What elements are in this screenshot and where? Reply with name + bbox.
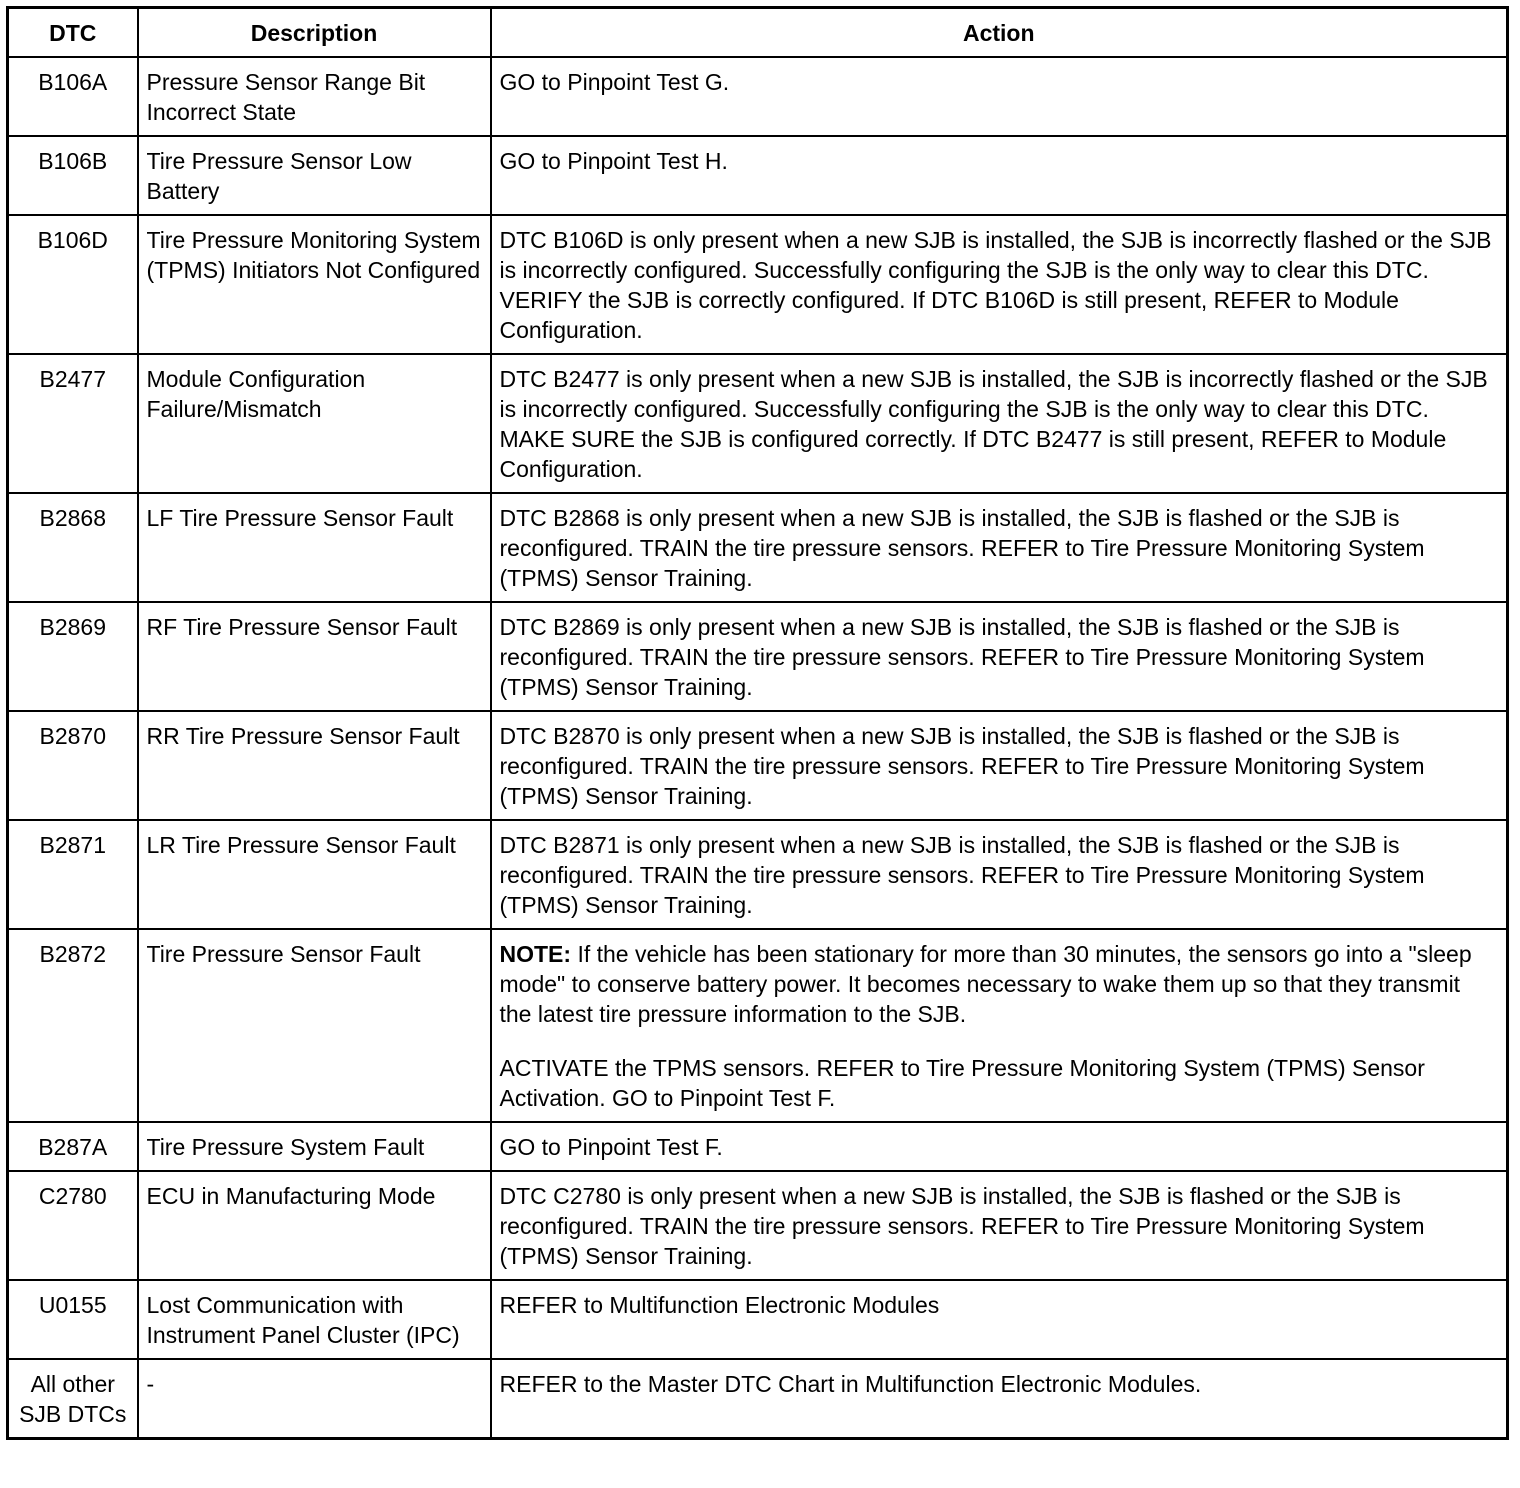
table-row <box>8 57 1508 136</box>
dtc-code: B2869 <box>8 602 138 711</box>
dtc-code: B106B <box>8 136 138 215</box>
dtc-description: Module Configuration Failure/Mismatch <box>138 354 491 493</box>
table-row <box>8 929 1508 1122</box>
dtc-action: DTC B2871 is only present when a new SJB is installed, the SJB is flashed or the SJB is reconfigured. TRAIN the tire pressure sensors. REFER to Tire Pressure Monitoring System (TPMS) Sensor Training. <box>491 820 1508 929</box>
dtc-description: LR Tire Pressure Sensor Fault <box>138 820 491 929</box>
dtc-action: REFER to Multifunction Electronic Modules <box>491 1280 1508 1359</box>
dtc-action: DTC B2868 is only present when a new SJB is installed, the SJB is flashed or the SJB is reconfigured. TRAIN the tire pressure sensors. REFER to Tire Pressure Monitoring System (TPMS) Sensor Training. <box>491 493 1508 602</box>
dtc-description: RF Tire Pressure Sensor Fault <box>138 602 491 711</box>
table-row <box>8 602 1508 711</box>
dtc-code: B2868 <box>8 493 138 602</box>
dtc-code: B2870 <box>8 711 138 820</box>
dtc-action: DTC B2870 is only present when a new SJB is installed, the SJB is flashed or the SJB is reconfigured. TRAIN the tire pressure sensors. REFER to Tire Pressure Monitoring System (TPMS) Sensor Training. <box>491 711 1508 820</box>
table-row <box>8 1359 1508 1439</box>
dtc-action: GO to Pinpoint Test G. <box>491 57 1508 136</box>
dtc-description: Lost Communication with Instrument Panel Cluster (IPC) <box>138 1280 491 1359</box>
header-row <box>8 8 1508 58</box>
dtc-code: B2477 <box>8 354 138 493</box>
table-row <box>8 136 1508 215</box>
note-label: NOTE: <box>499 941 572 967</box>
table-row <box>8 1280 1508 1359</box>
dtc-action: DTC C2780 is only present when a new SJB is installed, the SJB is flashed or the SJB is reconfigured. TRAIN the tire pressure sensors. REFER to Tire Pressure Monitoring System (TPMS) Sensor Training. <box>491 1171 1508 1280</box>
dtc-description: RR Tire Pressure Sensor Fault <box>138 711 491 820</box>
dtc-code: All other SJB DTCs <box>8 1359 138 1439</box>
note-paragraph <box>500 939 1499 1029</box>
table-row <box>8 354 1508 493</box>
dtc-code: C2780 <box>8 1171 138 1280</box>
dtc-action: DTC B106D is only present when a new SJB is installed, the SJB is incorrectly flashed or the SJB is incorrectly configured. Successfully configuring the SJB is the only way to clear this DTC. VERIFY the SJB is correctly configured. If DTC B106D is still present, REFER to Module Configuration. <box>491 215 1508 354</box>
table-row <box>8 493 1508 602</box>
header-description: Description <box>138 8 491 58</box>
table-row <box>8 711 1508 820</box>
table-row <box>8 820 1508 929</box>
table-row <box>8 1122 1508 1171</box>
dtc-description: - <box>138 1359 491 1439</box>
dtc-code: B106D <box>8 215 138 354</box>
dtc-action: ACTIVATE the TPMS sensors. REFER to Tire Pressure Monitoring System (TPMS) Sensor Activation. GO to Pinpoint Test F. <box>499 1055 1425 1111</box>
dtc-description: Tire Pressure Sensor Fault <box>138 929 491 1122</box>
dtc-description: Tire Pressure Monitoring System (TPMS) Initiators Not Configured <box>138 215 491 354</box>
dtc-table <box>6 6 1509 1440</box>
dtc-action: GO to Pinpoint Test F. <box>491 1122 1508 1171</box>
dtc-action: GO to Pinpoint Test H. <box>491 136 1508 215</box>
dtc-action: DTC B2869 is only present when a new SJB is installed, the SJB is flashed or the SJB is reconfigured. TRAIN the tire pressure sensors. REFER to Tire Pressure Monitoring System (TPMS) Sensor Training. <box>491 602 1508 711</box>
table-row <box>8 215 1508 354</box>
dtc-code: B2872 <box>8 929 138 1122</box>
dtc-action-note <box>491 929 1508 1122</box>
dtc-description: ECU in Manufacturing Mode <box>138 1171 491 1280</box>
note-text: If the vehicle has been stationary for more than 30 minutes, the sensors go into a "sleep mode" to conserve battery power. It becomes necessary to wake them up so that they transmit the latest tire pressure information to the SJB. <box>499 941 1472 1027</box>
header-action: Action <box>491 8 1508 58</box>
dtc-description: Tire Pressure System Fault <box>138 1122 491 1171</box>
dtc-description: Tire Pressure Sensor Low Battery <box>138 136 491 215</box>
dtc-description: LF Tire Pressure Sensor Fault <box>138 493 491 602</box>
dtc-description: Pressure Sensor Range Bit Incorrect State <box>138 57 491 136</box>
header-dtc: DTC <box>8 8 138 58</box>
dtc-code: B106A <box>8 57 138 136</box>
dtc-action: REFER to the Master DTC Chart in Multifunction Electronic Modules. <box>491 1359 1508 1439</box>
dtc-code: U0155 <box>8 1280 138 1359</box>
dtc-code: B287A <box>8 1122 138 1171</box>
dtc-action: DTC B2477 is only present when a new SJB is installed, the SJB is incorrectly flashed or the SJB is incorrectly configured. Successfully configuring the SJB is the only way to clear this DTC. MAKE SURE the SJB is configured correctly. If DTC B2477 is still present, REFER to Module Configuration. <box>491 354 1508 493</box>
table-row <box>8 1171 1508 1280</box>
dtc-code: B2871 <box>8 820 138 929</box>
